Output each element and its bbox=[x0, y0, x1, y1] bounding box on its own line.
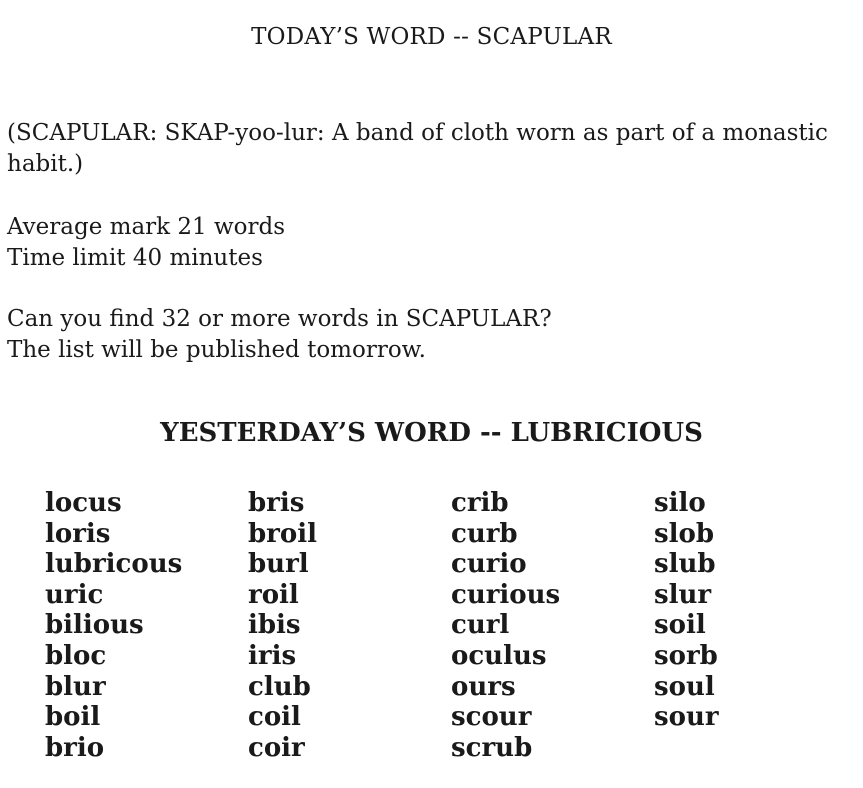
average-mark: Average mark 21 words bbox=[7, 214, 286, 240]
word-item: slob bbox=[654, 518, 715, 549]
word-item: curb bbox=[451, 518, 518, 549]
puzzle-challenge bbox=[7, 304, 852, 366]
word-item: soil bbox=[654, 610, 706, 641]
word-item: slur bbox=[654, 579, 712, 610]
todays-word-title: TODAY’S WORD -- SCAPULAR bbox=[251, 24, 612, 50]
definition-text: (SCAPULAR: SKAP-yoo-lur: A band of cloth worn as part of a monastic habit.) bbox=[7, 120, 828, 177]
word-item: brio bbox=[45, 732, 105, 763]
word-item: uric bbox=[45, 579, 104, 610]
publish-note: The list will be published tomorrow. bbox=[7, 337, 426, 363]
word-item: scrub bbox=[451, 732, 533, 763]
word-column-3 bbox=[451, 488, 654, 763]
word-item: lubricous bbox=[45, 549, 183, 580]
word-item: sorb bbox=[654, 640, 718, 671]
word-item: roil bbox=[248, 579, 299, 610]
time-limit: Time limit 40 minutes bbox=[7, 245, 263, 271]
word-item: silo bbox=[654, 488, 706, 518]
word-item: ibis bbox=[248, 610, 301, 641]
word-item: boil bbox=[45, 702, 101, 733]
word-item: loris bbox=[45, 518, 111, 549]
word-column-1 bbox=[45, 488, 248, 763]
word-item: bris bbox=[248, 488, 305, 518]
word-item: soul bbox=[654, 671, 715, 702]
word-item: curious bbox=[451, 579, 561, 610]
word-item: oculus bbox=[451, 640, 547, 671]
word-definition bbox=[7, 118, 852, 180]
puzzle-stats bbox=[7, 212, 852, 274]
challenge-question: Can you find 32 or more words in SCAPULAR? bbox=[7, 306, 552, 332]
word-item: locus bbox=[45, 488, 122, 518]
word-item: sour bbox=[654, 702, 719, 733]
word-item: bilious bbox=[45, 610, 144, 641]
word-item: broil bbox=[248, 518, 317, 549]
word-item: ours bbox=[451, 671, 516, 702]
word-item: curio bbox=[451, 549, 527, 580]
word-item: blur bbox=[45, 671, 106, 702]
word-list bbox=[45, 488, 857, 763]
word-item: curl bbox=[451, 610, 510, 641]
word-item: scour bbox=[451, 702, 532, 733]
word-column-2 bbox=[248, 488, 451, 763]
word-item: coil bbox=[248, 702, 301, 733]
word-item: burl bbox=[248, 549, 309, 580]
word-item: slub bbox=[654, 549, 716, 580]
word-column-4 bbox=[654, 488, 857, 763]
word-item: iris bbox=[248, 640, 297, 671]
word-item: coir bbox=[248, 732, 305, 763]
yesterdays-word-title: YESTERDAY’S WORD -- LUBRICIOUS bbox=[160, 418, 703, 448]
word-item: crib bbox=[451, 488, 509, 518]
word-item: club bbox=[248, 671, 311, 702]
word-item: bloc bbox=[45, 640, 107, 671]
